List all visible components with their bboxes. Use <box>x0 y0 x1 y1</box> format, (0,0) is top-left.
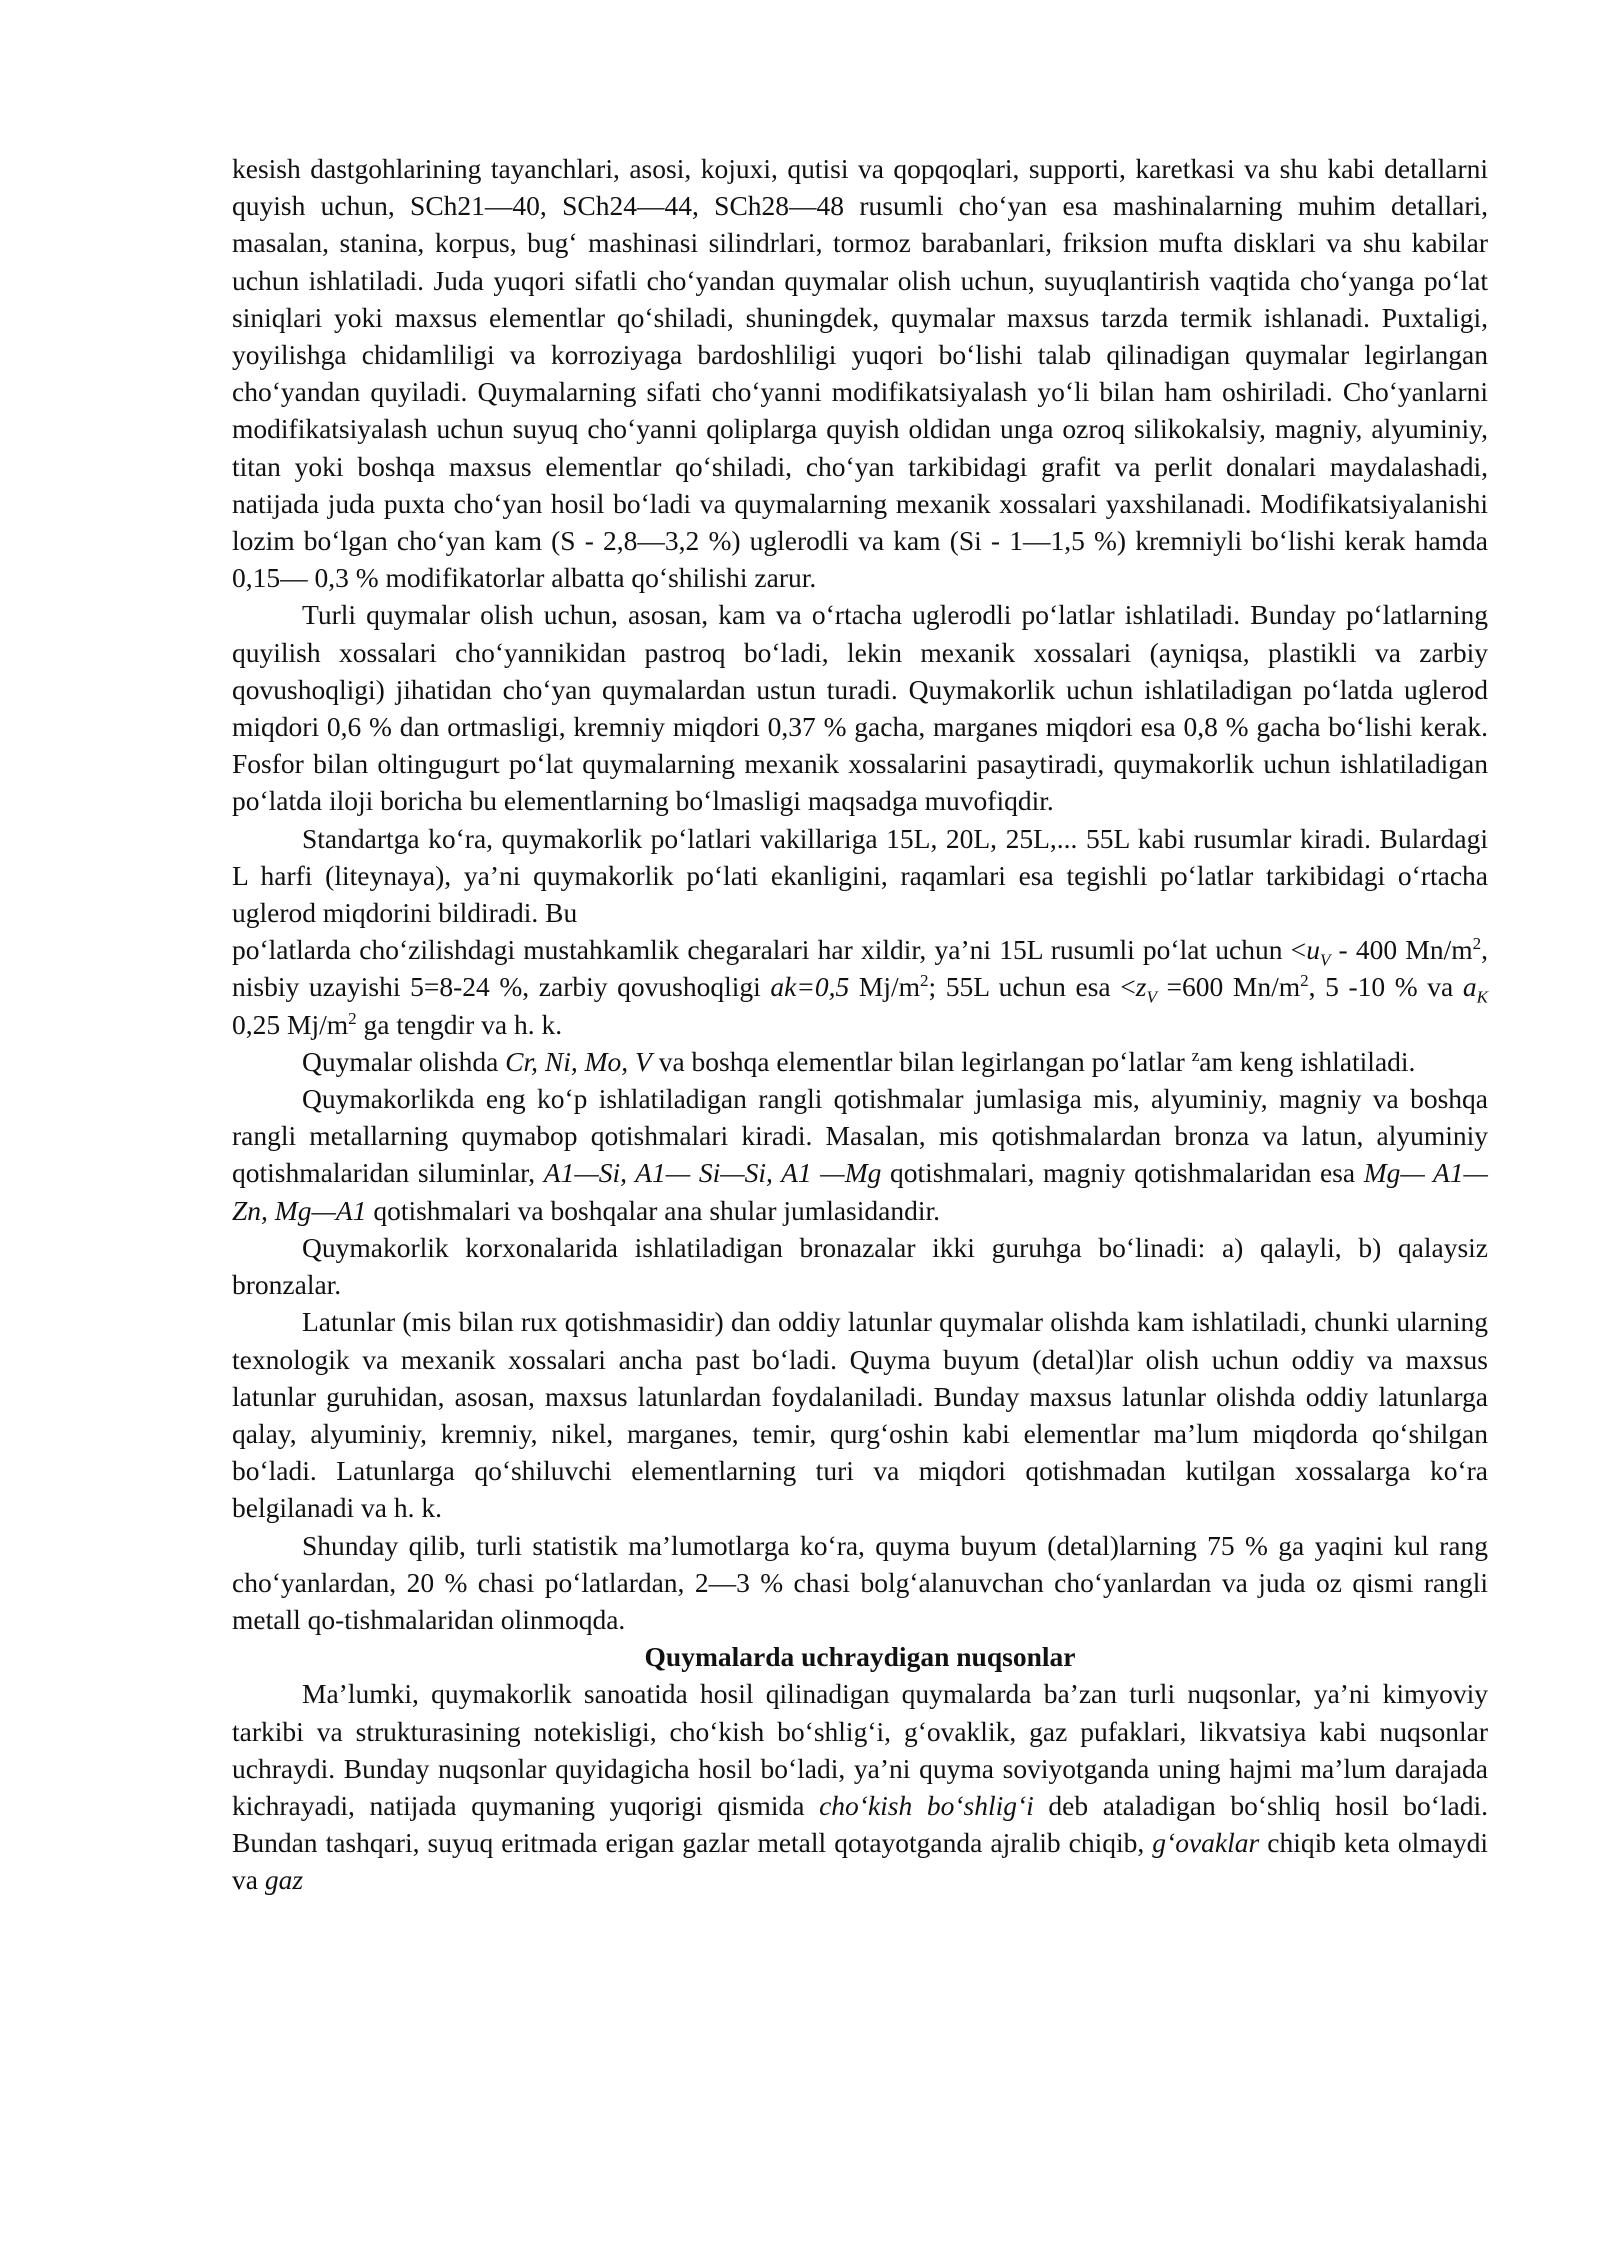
paragraph-brasses: Latunlar (mis bilan rux qotishmasidir) dan oddiy latunlar quymalar olishda kam ishlatiladi, chunki ularning texnologik va mexanik xossalari ancha past bo‘ladi. Quyma buyum (detal)lar olish uchun oddiy va maxsus latunlar guruhidan, asosan, maxsus latunlardan foydalaniladi. Bunday maxsus latunlar olishda oddiy latunlarga qalay, alyuminiy, kremniy, nikel, marganes, temir, qurg‘oshin kabi elementlar ma’lum miqdorda qo‘shilgan bo‘ladi. Latunlarga qo‘shiluvchi elementlarning turi va miqdori qotishmadan kutilgan xossalarga ko‘ra belgilanadi va h. k. <box>232 1306 1488 1524</box>
paragraph-steel-grades: Standartga ko‘ra, quymakorlik po‘latlari vakillariga 15L, 20L, 25L,... 55L kabi rusumlar kiradi. Bulardagi L harfi (liteynaya), ya’ni quymakorlik po‘lati ekanligini, raqamlari esa tegishli po‘latlar tarkibidagi o‘rtacha uglerod miqdorini bildiradi. Bu <box>232 822 1488 929</box>
paragraph-cast-iron-modification: kesish dastgohlarining tayanchlari, asosi, kojuxi, qutisi va qopqoqlari, supporti, karetkasi va shu kabi detallarni quyish uchun, SCh21—40, SCh24—44, SCh28—48 rusumli cho‘yan esa mashinalarning muhim detallari, masalan, stanina, korpus, bug‘ mashinasi silindrlari, tormoz barabanlari, friksion mufta disklari va shu kabilar uchun ishlatiladi. Juda yuqori sifatli cho‘yandan quymalar olish uchun, suyuqlantirish vaqtida cho‘yanga po‘lat siniqlari yoki maxsus elementlar qo‘shiladi, shuningdek, quymalar maxsus tarzda termik ishlanadi. Puxtaligi, yoyilishga chidamliligi va korroziyaga bardoshliligi yuqori bo‘lishi talab qilinadigan quymalar legirlangan cho‘yandan quyiladi. Quymalarning sifati cho‘yanni modifikatsiyalash yo‘li bilan ham oshiriladi. Cho‘yanlarni modifikatsiyalash uchun suyuq cho‘yanni qoliplarga quyish oldidan unga ozroq silikokalsiy, magniy, alyuminiy, titan yoki boshqa maxsus elementlar qo‘shiladi, cho‘yan tarkibidagi grafit va perlit donalari maydalashadi, natijada juda puxta cho‘yan hosil bo‘ladi va quymalarning mexanik xossalari yaxshilanadi. Modifikatsiyalanishi lozim bo‘lgan cho‘yan kam (S - 2,8—3,2 %) uglerodli va kam (Si - 1—1,5 %) kremniyli bo‘lishi kerak hamda 0,15— 0,3 % modifikatorlar albatta qo‘shilishi zarur. <box>232 153 1488 594</box>
paragraph-steel-castings: Turli quymalar olish uchun, asosan, kam va o‘rtacha uglerodli po‘latlar ishlatiladi. Bunday po‘latlarning quyilish xossalari cho‘yannikidan pastroq bo‘ladi, lekin mexanik xossalari (ayniqsa, plastikli va zarbiy qovushoqligi) jihatidan cho‘yan quymalardan ustun turadi. Quymakorlik uchun ishlatiladigan po‘latda uglerod miqdori 0,6 % dan ortmasligi, kremniy miqdori 0,37 % gacha, marganes miqdori esa 0,8 % gacha bo‘lishi kerak. Fosfor bilan oltingugurt po‘lat quymalarning mexanik xossalarini pasaytiradi, quymakorlik uchun ishlatiladigan po‘latda iloji boricha bu elementlarning bo‘lmasligi maqsadga muvofiqdir. <box>232 599 1488 817</box>
paragraph-mechanical-properties: po‘latlarda cho‘zilishdagi mustahkamlik chegaralari har xildir, ya’ni 15L rusumli po‘lat uchun $<u_V - 400$ $Mn/m^2$, nisbiy uzayishi 5=8-24 %, zarbiy qovushoqligi ak=0,5 $Mj/m^2$; 55L uchun esa $<z_V =600$ $Mn/m^2$, 5 -10 % va $a_K$ 0,25 $Mj/m^2$ ga tengdir va h. k. <box>232 934 1488 1040</box>
paragraph-casting-defects: Ma’lumki, quymakorlik sanoatida hosil qilinadigan quymalarda ba’zan turli nuqsonlar, ya’ni kimyoviy tarkibi va strukturasining notekisligi, cho‘kish bo‘shlig‘i, g‘ovaklik, gaz pufaklari, likvatsiya kabi nuqsonlar uchraydi. Bunday nuqsonlar quyidagicha hosil bo‘ladi, ya’ni quyma soviyotganda uning hajmi ma’lum darajada kichrayadi, natijada quymaning yuqorigi qismida cho‘kish bo‘shlig‘i deb ataladigan bo‘shliq hosil bo‘ladi. Bundan tashqari, suyuq eritmada erigan gazlar metall qotayotganda ajralib chiqib, g‘ovaklar chiqib keta olmaydi va gaz <box>232 1678 1489 1896</box>
paragraph-nonferrous-alloys: Quymakorlikda eng ko‘p ishlatiladigan rangli qotishmalar jumlasiga mis, alyuminiy, magniy va boshqa rangli metallarning quymabop qotishmalari kiradi. Masalan, mis qotishmalardan bronza va latun, alyuminiy qotishmalaridan siluminlar, A1—Si, A1— Si—Si, A1 —Mg qotishmalari, magniy qotishmalaridan esa Mg— A1—Zn, Mg—A1 qotishmalari va boshqalar ana shular jumlasidandir. <box>232 1083 1488 1226</box>
paragraph-statistics: Shunday qilib, turli statistik ma’lumotlarga ko‘ra, quyma buyum (detal)larning 75 % ga yaqini kul rang cho‘yanlardan, 20 % chasi po‘latlardan, 2—3 % chasi bolg‘alanuvchan cho‘yanlardan va juda oz qismi rangli metall qo-tishmalaridan olinmoqda. <box>232 1529 1488 1635</box>
paragraph-bronzes: Quymakorlik korxonalarida ishlatiladigan bronazalar ikki guruhga bo‘linadi: a) qalayli, b) qalaysiz bronzalar. <box>232 1231 1488 1301</box>
section-heading: Quymalarda uchraydigan nuqsonlar <box>644 1641 1076 1673</box>
paragraph-alloyed-steels: Quymalar olishda Cr, Ni, Mo, V va boshqa elementlar bilan legirlangan po‘latlar $^z$am keng ishlatiladi. <box>302 1045 1416 1077</box>
document-page <box>232 150 1488 1899</box>
